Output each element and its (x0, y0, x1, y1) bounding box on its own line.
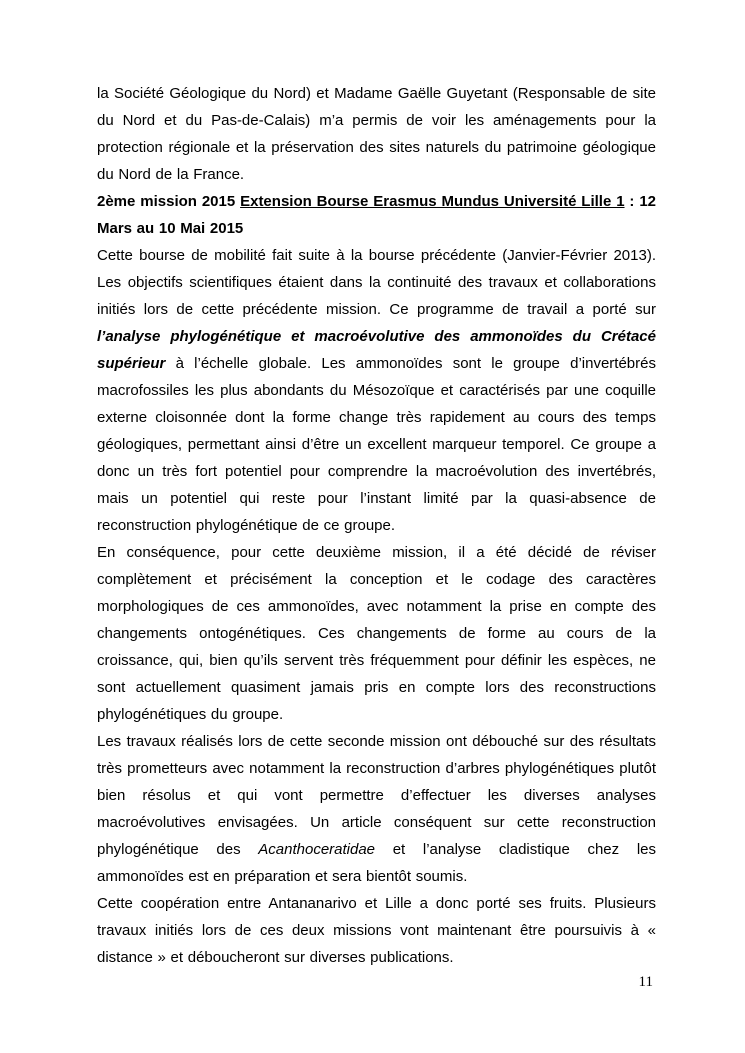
page-number: 11 (638, 974, 653, 990)
paragraph-mission-run3: à l’échelle globale. Les ammonoïdes sont le groupe d’invertébrés macrofossiles les plus abondants du Mésozoïque et caractérisés par une coquille externe cloisonnée dont la forme change très rapidement au cours des temps géologiques, permettant ainsi d’être un excellent marqueur temporel. Ce groupe a donc un très fort potentiel pour comprendre la macroévolution des invertébrés, mais un potentiel qui reste pour l’instant limité par la quasi-absence de reconstruction phylogénétique de ce groupe. (97, 355, 656, 534)
paragraph-results (97, 728, 656, 890)
paragraph-results-taxon: Acanthoceratidae (258, 841, 376, 858)
page-content (97, 80, 656, 971)
paragraph-results-run3: et l’analyse cladistique chez les ammonoïdes est en préparation et sera bientôt soumis. (97, 841, 656, 885)
paragraph-results-run1: Les travaux réalisés lors de cette seconde mission ont débouché sur des résultats très prometteurs avec notamment la reconstruction d’arbres phylogénétiques plutôt bien résolus et qui vont permettre d’effectuer les diverses analyses macroévolutives envisagées. Un article conséquent sur cette reconstruction phylogénétique des (97, 733, 656, 858)
heading-dates: : 12 Mars au 10 Mai 2015 (97, 193, 657, 237)
paragraph-mission-run1: Cette bourse de mobilité fait suite à la bourse précédente (Janvier-Février 2013). Les objectifs scientifiques étaient dans la continuité des travaux et collaborations initiés lors de cette précédente mission. Ce programme de travail a porté sur (97, 247, 656, 318)
paragraph-revision (97, 539, 656, 728)
paragraph-mission-description (97, 242, 656, 539)
paragraph-conclusion (97, 890, 656, 971)
paragraph-mission-emphasis: l’analyse phylogénétique et macroévolutive des ammonoïdes du Crétacé supérieur (97, 328, 656, 372)
heading-underlined-title: Extension Bourse Erasmus Mundus Université Lille 1 (240, 193, 625, 210)
paragraph-intro (97, 80, 656, 188)
paragraph-intro-text: la Société Géologique du Nord) et Madame Gaëlle Guyetant (Responsable de site du Nord et du Pas-de-Calais) m’a permis de voir les aménagements pour la protection régionale et la préservation des sites naturels du patrimoine géologique du Nord de la France. (97, 85, 656, 183)
mission-heading (97, 188, 656, 242)
paragraph-revision-text: En conséquence, pour cette deuxième mission, il a été décidé de réviser complètement et précisément la conception et le codage des caractères morphologiques de ces ammonoïdes, avec notamment la prise en compte des changements ontogénétiques. Ces changements de forme au cours de la croissance, qui, bien qu’ils servent très fréquemment pour définir les espèces, ne sont actuellement quasiment jamais pris en compte lors des reconstructions phylogénétiques du groupe. (97, 544, 656, 723)
paragraph-conclusion-text: Cette coopération entre Antananarivo et Lille a donc porté ses fruits. Plusieurs travaux initiés lors de ces deux missions vont maintenant être poursuivis à « distance » et déboucheront sur diverses publications. (97, 895, 656, 966)
heading-prefix: 2ème mission 2015 (97, 193, 241, 210)
